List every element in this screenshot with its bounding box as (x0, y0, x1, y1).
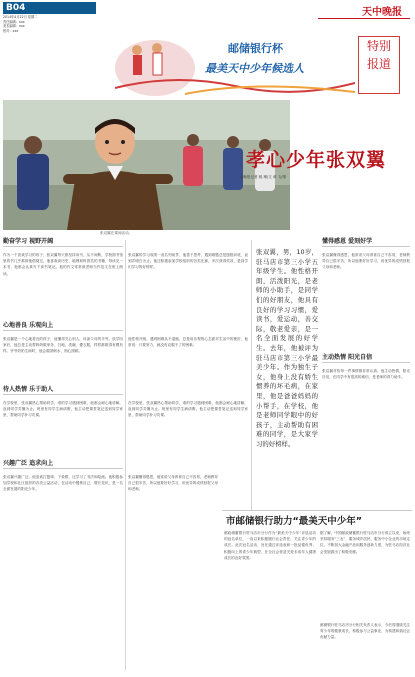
article-paragraph: 张双翼懂得感恩，他常说父母养育自己不容易，老师教导自己很辛苦，所以他要好好学习，用优异的成绩回报父母和老师。 (322, 253, 410, 270)
subhead: 兴趣广泛 追求向上 (3, 460, 54, 467)
rule (3, 394, 123, 395)
subhead: 懂得感恩 爱刻好学 (322, 238, 373, 245)
byline: ◎晚报记者 姚 琳/文 黄 飞/图 (240, 175, 287, 179)
meta-line: 校对：xxx (3, 28, 19, 33)
article-paragraph: 张双翼对待每一件事情都非常认真，他主动热情，阳光自信，在同学中有很高的威信，是老师的得力助手。 (322, 369, 410, 380)
bottom-paragraph: 邮政储蓄银行驻马店市分行作为“最美天中少年”评选活动的冠名单位，一直以来积极履行社会责任，关注青少年的成长。此次冠名活动，旨在通过评选表彰一批品德优秀、积极向上的青少年典型，在全社会营造关爱未成年人健康成长的良好氛围。 (224, 531, 316, 560)
bottom-paragraph: 据了解，中国邮政储蓄银行驻马店市分行成立以来，始终坚持服务“三农”、服务城乡居民、服务中小企业的市场定位，不断加大金融产品和服务创新力度，为驻马店经济社会发展做出了积极贡献。 (320, 531, 410, 554)
article-paragraph: 在学校里，张双翼热心帮助同学，谁的学习遇到困难，他都会耐心地讲解，直到同学弄懂为止。班里有同学生病请假，他主动把课堂笔记送到同学家里，帮助同学补习功课。 (128, 401, 248, 418)
rule (3, 246, 123, 247)
subhead: 勤奋学习 视野开阔 (3, 238, 54, 245)
column-divider (251, 240, 252, 510)
meta-line: 责任编辑：xxx (3, 19, 25, 24)
newspaper-brand: 天中晚报 (362, 7, 402, 18)
article-paragraph: 张双翼兴趣广泛，他喜欢打篮球、下象棋，还学习了书法和绘画。他积极参加学校和社区组织的各类公益活动，在活动中锻炼自己，增长见识，是一名全面发展的阳光少年。 (3, 475, 123, 492)
article-paragraph: 在学校里，张双翼热心帮助同学，谁的学习遇到困难，他都会耐心地讲解，直到同学弄懂为止。班里有同学生病请假，他主动把课堂笔记送到同学家里，帮助同学补习功课。 (3, 401, 123, 418)
banner-subtitle: 最美天中少年候选人 (205, 62, 304, 75)
issue-meta (3, 15, 59, 33)
article-paragraph: 张双翼的学习成绩一直名列前茅，他善于思考，遇到难题总是刨根问底，直到弄明白为止。他还积极参加学校组织的各类比赛，多次获得奖项，是同学们学习的好榜样。 (128, 253, 248, 270)
subhead: 心地善良 乐观向上 (3, 322, 54, 329)
rule (3, 468, 123, 469)
rule (222, 510, 412, 511)
subhead: 待人热情 乐于助人 (3, 386, 54, 393)
banner-title: 邮储银行杯 (228, 42, 283, 55)
column-divider (125, 240, 126, 670)
article-paragraph: 作为一个喜欢学习的孩子，张双翼每天都坚持读书，从不间断，学校图书馆里的书几乎都被他借阅过。他喜欢读历史、地理和科普类的书籍，每读完一本书，他都会认真写下读书笔记。他的作文常常被老师当作范文在班上朗读。 (3, 253, 123, 276)
rule (3, 330, 123, 331)
article-lead: 张双翼，男，10岁，驻马店市第三小学五年级学生。他性格开朗，活泼阳光，是老师的小助手，是同学们的好朋友，他具有良好的学习习惯，爱读书，爱运动，善交际，敬老爱亲，是一名全面发展的好学生。去年，他被评为驻马店市第三小学最美少年。作为独生子女，他身上没有娇生惯养的坏毛病，在家里，他是爸爸妈妈的小帮手，在学校，他是老师同学眼中的好孩子，主动帮助有困难的同学，是大家学习的好榜样。 (256, 248, 318, 448)
bottom-paragraph: 邮储银行驻马店市分行相关负责人表示，今后将继续关注青少年的健康成长，积极参与公益事业，为构建和谐社会贡献力量。 (320, 623, 410, 640)
rule (322, 246, 410, 247)
meta-line: 美术编辑：xxx (3, 24, 25, 29)
section-label-line: 报道 (366, 57, 391, 71)
article-headline: 孝心少年张双翼 (246, 149, 387, 171)
article-paragraph: 张双翼是一个心地善良的孩子，他懂得关心别人，体谅父母的辛劳。放学回家后，他总是主动帮妈妈做家务，扫地、洗碗、叠衣服，样样都做得有模有样。爷爷奶奶生病时，他会端茶倒水，细心照顾。 (3, 337, 123, 354)
section-label-line: 特别 (366, 39, 391, 53)
brand-divider (318, 18, 410, 19)
article-paragraph: 张双翼懂得感恩，他常说父母养育自己不容易，老师教导自己很辛苦，所以他要好好学习，用优异的成绩回报父母和老师。 (128, 475, 218, 492)
rule (322, 362, 410, 363)
article-paragraph: 他性格开朗，遇到困难从不退缩，总是用乐观的心态面对生活中的挫折，他常说：只要努力，就没有克服不了的困难。 (128, 337, 248, 348)
subhead: 主动热情 阳光自信 (322, 354, 373, 361)
bottom-article-title: 市邮储银行助力“最美天中少年” (226, 516, 362, 527)
section-label (358, 36, 400, 94)
photo-caption: 张双翼在课间活动。 (100, 231, 133, 235)
page-number: B04 (3, 2, 96, 14)
meta-line: 2014年4月22日 星期二 (3, 15, 38, 19)
